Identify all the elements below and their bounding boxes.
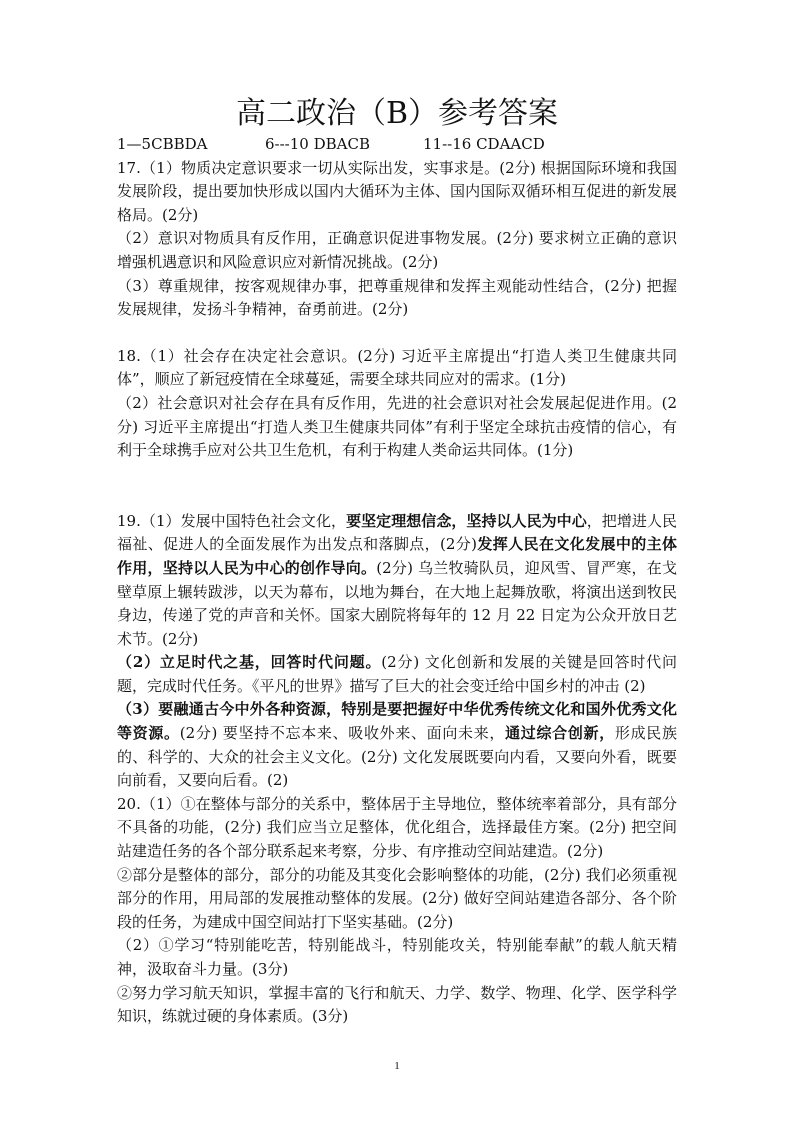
q20-part1-item1: 20.（1）①在整体与部分的关系中，整体居于主导地位，整体统率着部分，具有部分不具备的功能，(2分) 我们应当立足整体，优化组合，选择最佳方案。(2分) 把空间站建造任务的各个部分联系起来考察，分步、有序推动空间站建造。(2分) [117, 794, 677, 861]
q19-part2-explanation: (2分) 文化创新和发展的关键是回答时代问题，完成时代任务。《平凡的世界》描写了巨大的社会变迁给中国乡村的冲击 (2) [117, 653, 677, 695]
q19-part1-key-point-1: 要坚定理想信念，坚持以人民为中心 [346, 511, 587, 530]
q19-part3-explanation: 形成民族的、科学的、大众的社会主义文化。(2分) 文化发展既要向内看，又要向外看，既要向前看，又要向后看。(2) [117, 724, 677, 790]
q19-part1-detail: ，把增进人民福祉、促进人的全面发展作为出发点和落脚点，(2分) [117, 511, 677, 554]
answer-key-6-10: 6---10 DBACB [265, 135, 370, 153]
q19-part2-key-point: （2）立足时代之基，回答时代问题。 [117, 653, 382, 672]
q19-part3-detail: (2分) 要坚持不忘本来、吸收外来、面向未来， [179, 724, 506, 743]
q19-part3-key-point: （3）要融通古今中外各种资源，特别是要把握好中华优秀传统文化和国外优秀文化等资源。 [117, 700, 677, 743]
answer-key-1-5: 1—5CBBDA [117, 135, 208, 153]
q19-part2 [117, 651, 677, 698]
answer-key-11-16: 11--16 CDAACD [423, 135, 545, 153]
q20-part2-item2: ②努力学习航天知识，掌握丰富的飞行和航天、力学、数学、物理、化学、医学科学知识，练就过硬的身体素质。(3分) [117, 983, 677, 1026]
q18-part2: （2）社会意识对社会存在具有反作用，先进的社会意识对社会发展起促进作用。(2分) 习近平主席提出“打造人类卫生健康共同体”有利于坚定全球抗击疫情的信心，有利于全球携手应对公共卫生危机，有利于构建人类命运共同体。(1分) [117, 393, 677, 460]
q17-part1: 17.（1）物质决定意识要求一切从实际出发，实事求是。(2分) 根据国际环境和我国发展阶段，提出要加快形成以国内大循环为主体、国内国际双循环相互促进的新发展格局。(2分) [117, 158, 677, 224]
answer-content [117, 133, 677, 1029]
q17-part2: （2）意识对物质具有反作用，正确意识促进事物发展。(2分) 要求树立正确的意识增强机遇意识和风险意识应对新情况挑战。(2分) [117, 229, 677, 271]
multiple-choice-answer-key [117, 133, 677, 157]
page-number: 1 [394, 1060, 400, 1072]
q19-part3 [117, 698, 677, 792]
spacer [117, 322, 677, 345]
q19-part3-bold-phrase: 通过综合创新， [505, 724, 615, 743]
spacer [117, 463, 677, 510]
q18-part1: 18.（1）社会存在决定社会意识。(2分) 习近平主席提出“打造人类卫生健康共同体”，顺应了新冠疫情在全球蔓延，需要全球共同应对的需求。(1分) [117, 346, 677, 389]
q19-part1 [117, 510, 677, 652]
q20-part2-item1: （2）①学习“特别能吃苦，特别能战斗，特别能攻关，特别能奉献”的载人航天精神，汲取奋斗力量。(3分) [117, 936, 677, 978]
q17-part3: （3）尊重规律，按客观规律办事，把尊重规律和发挥主观能动性结合，(2分) 把握发展规律，发扬斗争精神，奋勇前进。(2分) [117, 276, 677, 319]
q19-part1-explanation: (2分) 乌兰牧骑队员，迎风雪、冒严寒，在戈壁草原上辗转跋涉，以天为幕布，以地为舞台，在大地上起舞放歌，将演出送到牧民身边，传递了党的声音和关怀。国家大剧院将每年的 12 月 22 日定为公众开放日艺术节。(2分) [117, 558, 677, 648]
q19-part1-key-point-2: 发挥人民在文化发展中的主体作用，坚持以人民为中心的创作导向。 [117, 535, 677, 577]
q20-part1-item2: ②部分是整体的部分，部分的功能及其变化会影响整体的功能，(2分) 我们必须重视部分的作用，用局部的发展推动整体的发展。(2分) 做好空间站建造各部分、各个阶段的任务，为建成中国空间站打下坚实基础。(2分) [117, 865, 677, 931]
page-title: 高二政治（B）参考答案 [235, 96, 559, 131]
q19-part1-intro: 19.（1）发展中国特色社会文化， [117, 511, 347, 530]
